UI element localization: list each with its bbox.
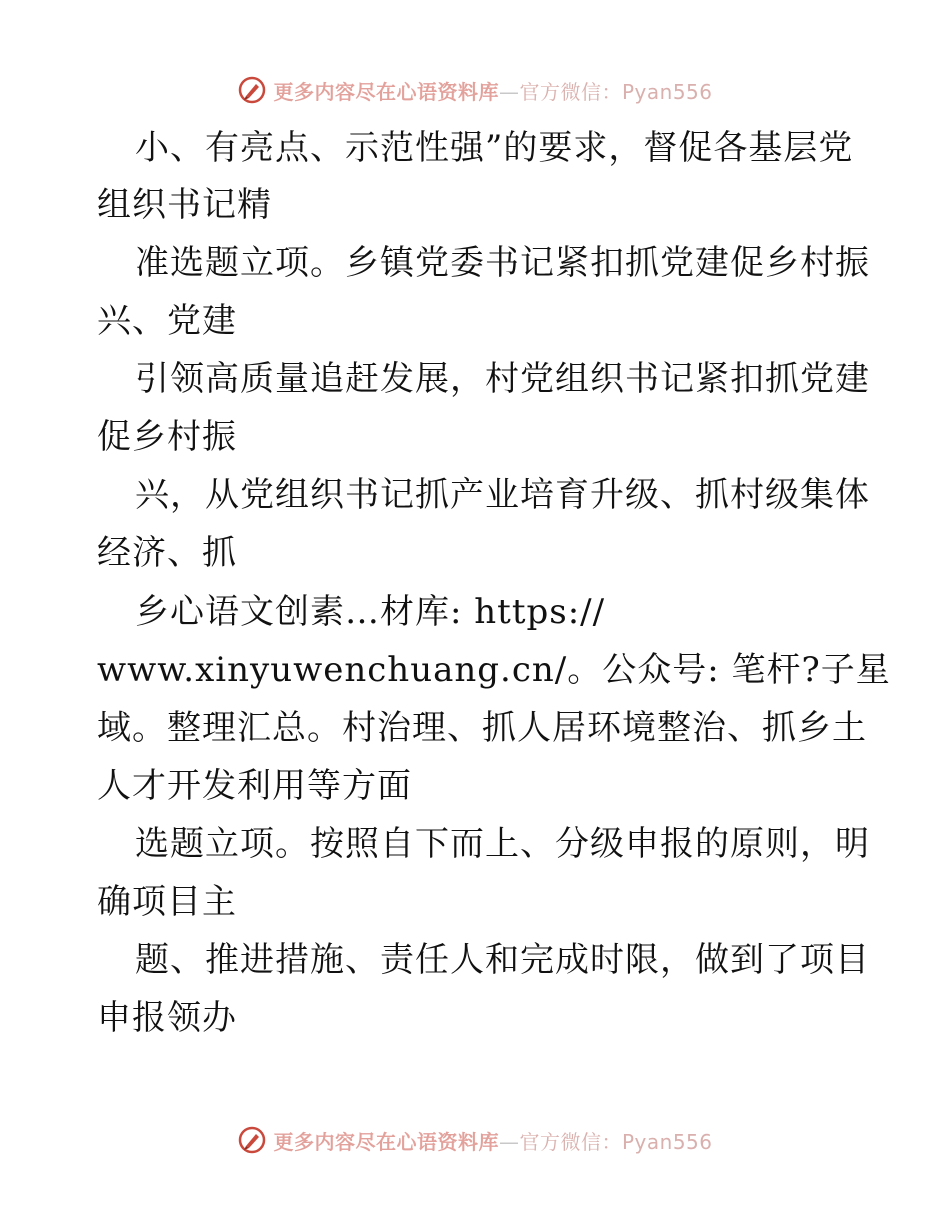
body-line: 准选题立项。乡镇党委书记紧扣抓党建促乡村振 bbox=[135, 243, 870, 283]
footer-site-name: 更多内容尽在心语资料库 bbox=[273, 1129, 499, 1154]
body-line: 申报领办 bbox=[97, 998, 237, 1038]
body-line: 引领高质量追赶发展，村党组织书记紧扣抓党建 bbox=[135, 359, 870, 399]
body-line: 小、有亮点、示范性强”的要求，督促各基层党 bbox=[135, 128, 854, 168]
body-line: 兴，从党组织书记抓产业培育升级、抓村级集体 bbox=[135, 475, 870, 515]
footer-separator: — bbox=[498, 1129, 520, 1154]
header-wechat-id: Pyan556 bbox=[621, 79, 713, 104]
body-line: 乡心语文创素…材库: https:// bbox=[135, 592, 606, 632]
footer-wechat-id: Pyan556 bbox=[621, 1129, 713, 1154]
header-site-name: 更多内容尽在心语资料库 bbox=[273, 79, 499, 104]
footer-banner bbox=[0, 1120, 950, 1160]
body-line: 题、推进措施、责任人和完成时限，做到了项目 bbox=[135, 940, 870, 980]
footer-banner-text bbox=[273, 1126, 712, 1155]
body-line: 人才开发利用等方面 bbox=[97, 766, 412, 806]
body-line: 兴、党建 bbox=[97, 301, 237, 341]
body-line: 组织书记精 bbox=[97, 185, 272, 225]
pen-logo-icon bbox=[237, 1125, 267, 1155]
header-separator: — bbox=[498, 79, 520, 104]
pen-logo-icon bbox=[237, 75, 267, 105]
header-banner-text bbox=[273, 76, 712, 105]
footer-official-label: 官方微信： bbox=[519, 1129, 622, 1154]
body-line: 选题立项。按照自下而上、分级申报的原则，明 bbox=[135, 824, 870, 864]
body-line: 促乡村振 bbox=[97, 417, 237, 457]
header-official-label: 官方微信： bbox=[519, 79, 622, 104]
body-line: 确项目主 bbox=[97, 882, 237, 922]
body-line: www.xinyuwenchuang.cn/。公众号: 笔杆?子星 bbox=[97, 650, 891, 690]
header-banner bbox=[0, 70, 950, 110]
body-line: 域。整理汇总。村治理、抓人居环境整治、抓乡土 bbox=[97, 708, 867, 748]
body-line: 经济、抓 bbox=[97, 533, 237, 573]
